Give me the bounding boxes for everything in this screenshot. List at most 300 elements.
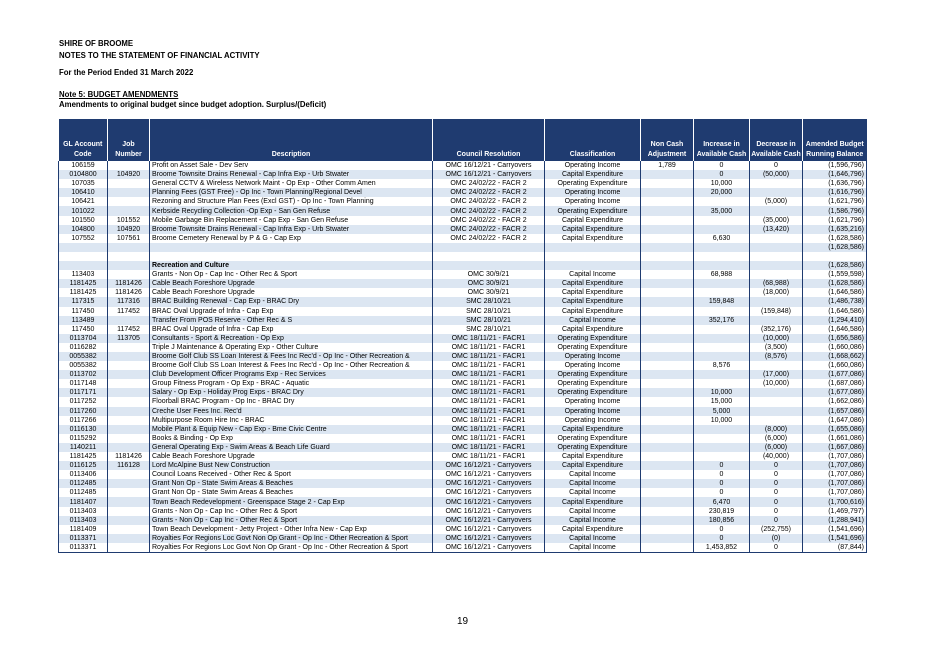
non-cash-cell — [641, 297, 694, 306]
council-resolution-cell: OMC 16/12/21 - Carryovers — [433, 516, 545, 525]
col-header-gl-account: GL Account Code — [59, 119, 108, 161]
description-cell: Triple J Maintenance & Operating Exp - Other Culture — [150, 343, 433, 352]
decrease-cell: 0 — [750, 479, 803, 488]
job-number-cell — [108, 388, 150, 397]
description-cell: Lord McAlpine Bust New Construction — [150, 461, 433, 470]
table-row — [59, 497, 867, 506]
classification-cell: Operating Income — [545, 416, 641, 425]
job-number-cell — [108, 534, 150, 543]
non-cash-cell — [641, 216, 694, 225]
col-header-description: Description — [150, 119, 433, 161]
table-row — [59, 361, 867, 370]
gl-account-cell: 0117260 — [59, 407, 108, 416]
gl-account-cell: 0055382 — [59, 352, 108, 361]
description-cell: Mobile Garbage Bin Replacement - Cap Exp - San Gen Refuse — [150, 216, 433, 225]
job-number-cell — [108, 525, 150, 534]
gl-account-cell: 1140211 — [59, 443, 108, 452]
classification-cell: Capital Income — [545, 507, 641, 516]
description-cell: Broome Townsite Drains Renewal - Cap Infra Exp - Urb Stwater — [150, 170, 433, 179]
job-number-cell — [108, 361, 150, 370]
description-cell: Cable Beach Foreshore Upgrade — [150, 452, 433, 461]
non-cash-cell — [641, 397, 694, 406]
increase-cell — [694, 452, 750, 461]
council-resolution-cell: OMC 18/11/21 - FACR1 — [433, 361, 545, 370]
table-row — [59, 334, 867, 343]
classification-cell: Operating Income — [545, 407, 641, 416]
description-cell: Grant Non Op - State Swim Areas & Beaches — [150, 488, 433, 497]
increase-cell — [694, 343, 750, 352]
report-period: For the Period Ended 31 March 2022 — [59, 68, 194, 77]
non-cash-cell — [641, 388, 694, 397]
council-resolution-cell: OMC 24/02/22 - FACR 2 — [433, 206, 545, 215]
budget-amendments-table — [58, 119, 867, 553]
council-resolution-cell: OMC 24/02/22 - FACR 2 — [433, 225, 545, 234]
description-cell: Group Fitness Program - Op Exp - BRAC - Aquatic — [150, 379, 433, 388]
table-row — [59, 288, 867, 297]
running-balance-cell: (1,661,086) — [803, 434, 867, 443]
increase-cell — [694, 307, 750, 316]
increase-cell: 10,000 — [694, 416, 750, 425]
description-cell: Profit on Asset Sale - Dev Serv — [150, 161, 433, 170]
classification-cell: Operating Income — [545, 161, 641, 170]
decrease-cell: (50,000) — [750, 170, 803, 179]
classification-cell: Capital Expenditure — [545, 452, 641, 461]
non-cash-cell — [641, 325, 694, 334]
running-balance-cell: (1,660,086) — [803, 343, 867, 352]
job-number-cell — [108, 316, 150, 325]
increase-cell — [694, 288, 750, 297]
gl-account-cell: 0117252 — [59, 397, 108, 406]
job-number-cell — [108, 516, 150, 525]
increase-cell: 0 — [694, 461, 750, 470]
gl-account-cell: 113489 — [59, 316, 108, 325]
decrease-cell: (0) — [750, 534, 803, 543]
description-cell: Cable Beach Foreshore Upgrade — [150, 279, 433, 288]
non-cash-cell — [641, 370, 694, 379]
classification-cell: Operating Expenditure — [545, 343, 641, 352]
increase-cell — [694, 252, 750, 261]
gl-account-cell — [59, 252, 108, 261]
running-balance-cell: (1,469,797) — [803, 507, 867, 516]
classification-cell: Operating Income — [545, 188, 641, 197]
council-resolution-cell — [433, 261, 545, 270]
council-resolution-cell: OMC 18/11/21 - FACR1 — [433, 416, 545, 425]
decrease-cell — [750, 397, 803, 406]
running-balance-cell: (1,656,586) — [803, 334, 867, 343]
decrease-cell: (3,500) — [750, 343, 803, 352]
table-row — [59, 307, 867, 316]
council-resolution-cell: OMC 16/12/21 - Carryovers — [433, 534, 545, 543]
increase-cell: 0 — [694, 525, 750, 534]
council-resolution-cell: OMC 16/12/21 - Carryovers — [433, 470, 545, 479]
job-number-cell — [108, 179, 150, 188]
classification-cell: Capital Expenditure — [545, 325, 641, 334]
job-number-cell — [108, 261, 150, 270]
council-resolution-cell: OMC 18/11/21 - FACR1 — [433, 452, 545, 461]
non-cash-cell — [641, 234, 694, 243]
classification-cell: Operating Income — [545, 352, 641, 361]
job-number-cell — [108, 379, 150, 388]
gl-account-cell: 0113403 — [59, 516, 108, 525]
gl-account-cell: 0112485 — [59, 488, 108, 497]
non-cash-cell — [641, 316, 694, 325]
gl-account-cell: 1181425 — [59, 452, 108, 461]
council-resolution-cell: OMC 16/12/21 - Carryovers — [433, 543, 545, 553]
classification-cell: Capital Income — [545, 479, 641, 488]
running-balance-cell: (1,667,086) — [803, 443, 867, 452]
col-header-council-resolution: Council Resolution — [433, 119, 545, 161]
running-balance-cell: (1,677,086) — [803, 370, 867, 379]
job-number-cell — [108, 343, 150, 352]
description-cell: Creche User Fees Inc. Rec'd — [150, 407, 433, 416]
decrease-cell: (40,000) — [750, 452, 803, 461]
table-row — [59, 388, 867, 397]
decrease-cell — [750, 297, 803, 306]
classification-cell: Capital Income — [545, 488, 641, 497]
council-resolution-cell: OMC 16/12/21 - Carryovers — [433, 497, 545, 506]
job-number-cell: 104920 — [108, 170, 150, 179]
council-resolution-cell: OMC 18/11/21 - FACR1 — [433, 388, 545, 397]
decrease-cell — [750, 234, 803, 243]
job-number-cell: 117452 — [108, 307, 150, 316]
council-resolution-cell: SMC 28/10/21 — [433, 297, 545, 306]
non-cash-cell — [641, 497, 694, 506]
job-number-cell: 1181426 — [108, 452, 150, 461]
job-number-cell: 117452 — [108, 325, 150, 334]
table-row — [59, 434, 867, 443]
non-cash-cell — [641, 352, 694, 361]
increase-cell: 0 — [694, 170, 750, 179]
non-cash-cell — [641, 507, 694, 516]
non-cash-cell — [641, 288, 694, 297]
table-row — [59, 188, 867, 197]
gl-account-cell: 0117148 — [59, 379, 108, 388]
non-cash-cell — [641, 443, 694, 452]
classification-cell: Capital Expenditure — [545, 307, 641, 316]
description-cell: General Operating Exp - Swim Areas & Beach Life Guard — [150, 443, 433, 452]
running-balance-cell: (1,294,410) — [803, 316, 867, 325]
table-row — [59, 461, 867, 470]
table-body — [59, 161, 867, 553]
decrease-cell — [750, 361, 803, 370]
increase-cell: 10,000 — [694, 179, 750, 188]
gl-account-cell: 113403 — [59, 270, 108, 279]
council-resolution-cell: OMC 24/02/22 - FACR 2 — [433, 188, 545, 197]
council-resolution-cell: OMC 24/02/22 - FACR 2 — [433, 179, 545, 188]
description-cell: Mobile Plant & Equip New - Cap Exp - Bme Civic Centre — [150, 425, 433, 434]
col-header-decrease: Decrease in Available Cash — [750, 119, 803, 161]
running-balance-cell: (1,646,586) — [803, 288, 867, 297]
description-cell: Consultants - Sport & Recreation - Op Exp — [150, 334, 433, 343]
description-cell: Club Development Officer Programs Exp - Rec Services — [150, 370, 433, 379]
non-cash-cell — [641, 434, 694, 443]
non-cash-cell — [641, 488, 694, 497]
description-cell: BRAC Oval Upgrade of Infra - Cap Exp — [150, 325, 433, 334]
job-number-cell — [108, 434, 150, 443]
council-resolution-cell: OMC 16/12/21 - Carryovers — [433, 488, 545, 497]
job-number-cell — [108, 206, 150, 215]
decrease-cell: 0 — [750, 497, 803, 506]
job-number-cell: 117316 — [108, 297, 150, 306]
non-cash-cell — [641, 225, 694, 234]
classification-cell: Capital Expenditure — [545, 525, 641, 534]
classification-cell: Operating Expenditure — [545, 206, 641, 215]
gl-account-cell: 0113371 — [59, 543, 108, 553]
decrease-cell: (17,000) — [750, 370, 803, 379]
gl-account-cell: 101022 — [59, 206, 108, 215]
job-number-cell — [108, 443, 150, 452]
table-row — [59, 525, 867, 534]
increase-cell: 0 — [694, 161, 750, 170]
gl-account-cell: 0113371 — [59, 534, 108, 543]
classification-cell: Capital Expenditure — [545, 234, 641, 243]
job-number-cell: 1181426 — [108, 279, 150, 288]
non-cash-cell — [641, 425, 694, 434]
col-header-running-balance: Amended Budget Running Balance — [803, 119, 867, 161]
table-row — [59, 279, 867, 288]
council-resolution-cell: OMC 16/12/21 - Carryovers — [433, 507, 545, 516]
job-number-cell — [108, 252, 150, 261]
decrease-cell — [750, 188, 803, 197]
running-balance-cell: (1,707,086) — [803, 470, 867, 479]
council-resolution-cell: OMC 16/12/21 - Carryovers — [433, 170, 545, 179]
council-resolution-cell: OMC 30/9/21 — [433, 279, 545, 288]
council-resolution-cell — [433, 243, 545, 252]
decrease-cell: 0 — [750, 470, 803, 479]
job-number-cell — [108, 270, 150, 279]
council-resolution-cell: OMC 18/11/21 - FACR1 — [433, 352, 545, 361]
running-balance-cell: (1,628,586) — [803, 261, 867, 270]
running-balance-cell: (1,707,086) — [803, 452, 867, 461]
classification-cell: Capital Expenditure — [545, 288, 641, 297]
running-balance-cell: (1,288,941) — [803, 516, 867, 525]
non-cash-cell — [641, 534, 694, 543]
council-resolution-cell: OMC 18/11/21 - FACR1 — [433, 434, 545, 443]
gl-account-cell: 0116282 — [59, 343, 108, 352]
gl-account-cell: 0112485 — [59, 479, 108, 488]
description-cell: BRAC Oval Upgrade of Infra - Cap Exp — [150, 307, 433, 316]
table-row — [59, 243, 867, 252]
non-cash-cell — [641, 170, 694, 179]
increase-cell: 10,000 — [694, 388, 750, 397]
gl-account-cell: 0113702 — [59, 370, 108, 379]
classification-cell: Operating Income — [545, 397, 641, 406]
classification-cell: Operating Expenditure — [545, 434, 641, 443]
increase-cell — [694, 197, 750, 206]
non-cash-cell — [641, 334, 694, 343]
job-number-cell: 104920 — [108, 225, 150, 234]
gl-account-cell: 1181425 — [59, 288, 108, 297]
non-cash-cell — [641, 407, 694, 416]
job-number-cell — [108, 370, 150, 379]
council-resolution-cell: OMC 16/12/21 - Carryovers — [433, 461, 545, 470]
gl-account-cell: 117315 — [59, 297, 108, 306]
table-header-row — [59, 119, 867, 161]
classification-cell: Capital Income — [545, 516, 641, 525]
table-row — [59, 488, 867, 497]
increase-cell: 0 — [694, 488, 750, 497]
description-cell: General CCTV & Wireless Network Maint - Op Exp - Other Comm Amen — [150, 179, 433, 188]
classification-cell: Capital Income — [545, 534, 641, 543]
running-balance-cell: (1,707,086) — [803, 488, 867, 497]
gl-account-cell: 101550 — [59, 216, 108, 225]
increase-cell: 6,630 — [694, 234, 750, 243]
description-cell: Broome Cemetery Renewal by P & G - Cap Exp — [150, 234, 433, 243]
running-balance-cell: (1,628,586) — [803, 279, 867, 288]
increase-cell — [694, 279, 750, 288]
job-number-cell — [108, 497, 150, 506]
classification-cell: Operating Expenditure — [545, 179, 641, 188]
table-row — [59, 425, 867, 434]
gl-account-cell: 1181407 — [59, 497, 108, 506]
increase-cell: 15,000 — [694, 397, 750, 406]
table-row — [59, 270, 867, 279]
gl-account-cell: 0113406 — [59, 470, 108, 479]
section-row — [59, 261, 867, 270]
running-balance-cell: (1,646,586) — [803, 307, 867, 316]
classification-cell — [545, 261, 641, 270]
classification-cell: Capital Income — [545, 543, 641, 553]
increase-cell — [694, 261, 750, 270]
council-resolution-cell: OMC 18/11/21 - FACR1 — [433, 425, 545, 434]
classification-cell: Capital Expenditure — [545, 225, 641, 234]
classification-cell: Capital Expenditure — [545, 216, 641, 225]
description-cell: Cable Beach Foreshore Upgrade — [150, 288, 433, 297]
gl-account-cell: 0104800 — [59, 170, 108, 179]
classification-cell — [545, 252, 641, 261]
job-number-cell — [108, 243, 150, 252]
non-cash-cell — [641, 188, 694, 197]
gl-account-cell: 117450 — [59, 325, 108, 334]
job-number-cell — [108, 416, 150, 425]
table-row — [59, 170, 867, 179]
classification-cell: Capital Expenditure — [545, 170, 641, 179]
note-title: Note 5: BUDGET AMENDMENTS — [59, 90, 179, 99]
council-resolution-cell: OMC 30/9/21 — [433, 288, 545, 297]
description-cell: Kerbside Recycling Collection -Op Exp - San Gen Refuse — [150, 206, 433, 215]
running-balance-cell: (1,621,796) — [803, 216, 867, 225]
decrease-cell: (159,848) — [750, 307, 803, 316]
description-cell — [150, 243, 433, 252]
running-balance-cell: (1,662,086) — [803, 397, 867, 406]
council-resolution-cell: OMC 24/02/22 - FACR 2 — [433, 197, 545, 206]
classification-cell: Operating Income — [545, 361, 641, 370]
council-resolution-cell: OMC 18/11/21 - FACR1 — [433, 370, 545, 379]
description-cell: Broome Townsite Drains Renewal - Cap Infra Exp - Urb Stwater — [150, 225, 433, 234]
classification-cell: Capital Income — [545, 270, 641, 279]
increase-cell: 159,848 — [694, 297, 750, 306]
job-number-cell — [108, 470, 150, 479]
classification-cell: Operating Expenditure — [545, 370, 641, 379]
non-cash-cell — [641, 452, 694, 461]
running-balance-cell: (87,844) — [803, 543, 867, 553]
description-cell: Floorball BRAC Program - Op Inc - BRAC Dry — [150, 397, 433, 406]
description-cell: Council Loans Received - Other Rec & Sport — [150, 470, 433, 479]
table-row — [59, 534, 867, 543]
running-balance-cell: (1,646,586) — [803, 325, 867, 334]
table-row — [59, 234, 867, 243]
description-cell: Transfer From POS Reserve - Other Rec & S — [150, 316, 433, 325]
running-balance-cell: (1,596,796) — [803, 161, 867, 170]
report-subtitle: NOTES TO THE STATEMENT OF FINANCIAL ACTIVITY — [59, 51, 260, 60]
gl-account-cell: 0113704 — [59, 334, 108, 343]
running-balance-cell: (1,647,086) — [803, 416, 867, 425]
increase-cell — [694, 334, 750, 343]
non-cash-cell — [641, 461, 694, 470]
job-number-cell — [108, 197, 150, 206]
description-cell: Grants - Non Op - Cap Inc - Other Rec & Sport — [150, 516, 433, 525]
job-number-cell — [108, 352, 150, 361]
increase-cell — [694, 434, 750, 443]
page-number: 19 — [456, 616, 469, 627]
running-balance-cell: (1,700,616) — [803, 497, 867, 506]
decrease-cell: (252,755) — [750, 525, 803, 534]
council-resolution-cell: OMC 24/02/22 - FACR 2 — [433, 216, 545, 225]
increase-cell — [694, 325, 750, 334]
increase-cell: 0 — [694, 534, 750, 543]
running-balance-cell: (1,707,086) — [803, 461, 867, 470]
gl-account-cell: 107035 — [59, 179, 108, 188]
job-number-cell — [108, 488, 150, 497]
non-cash-cell — [641, 261, 694, 270]
increase-cell — [694, 352, 750, 361]
description-cell: Grant Non Op - State Swim Areas & Beaches — [150, 479, 433, 488]
table-row — [59, 216, 867, 225]
non-cash-cell — [641, 206, 694, 215]
classification-cell: Operating Income — [545, 197, 641, 206]
description-cell: Salary - Op Exp - Holiday Prog Exps - BRAC Dry — [150, 388, 433, 397]
decrease-cell: 0 — [750, 461, 803, 470]
non-cash-cell — [641, 543, 694, 553]
increase-cell — [694, 379, 750, 388]
council-resolution-cell: SMC 28/10/21 — [433, 316, 545, 325]
increase-cell: 230,819 — [694, 507, 750, 516]
col-header-non-cash: Non Cash Adjustment — [641, 119, 694, 161]
decrease-cell: 0 — [750, 543, 803, 553]
gl-account-cell: 0113403 — [59, 507, 108, 516]
table-row — [59, 352, 867, 361]
decrease-cell — [750, 270, 803, 279]
running-balance-cell: (1,660,086) — [803, 361, 867, 370]
gl-account-cell: 0117266 — [59, 416, 108, 425]
decrease-cell: 0 — [750, 488, 803, 497]
decrease-cell: (13,420) — [750, 225, 803, 234]
running-balance-cell: (1,586,796) — [803, 206, 867, 215]
classification-cell: Operating Expenditure — [545, 334, 641, 343]
description-cell: Royalties For Regions Loc Govt Non Op Grant - Op Inc - Other Recreation & Sport — [150, 534, 433, 543]
running-balance-cell: (1,541,696) — [803, 534, 867, 543]
col-header-increase: Increase in Available Cash — [694, 119, 750, 161]
decrease-cell: (10,000) — [750, 379, 803, 388]
gl-account-cell — [59, 243, 108, 252]
increase-cell: 68,988 — [694, 270, 750, 279]
gl-account-cell: 0117171 — [59, 388, 108, 397]
decrease-cell: (8,576) — [750, 352, 803, 361]
note-description: Amendments to original budget since budget adoption. Surplus/(Deficit) — [59, 100, 327, 109]
decrease-cell — [750, 252, 803, 261]
non-cash-cell — [641, 416, 694, 425]
classification-cell: Capital Expenditure — [545, 425, 641, 434]
description-cell: Books & Binding - Op Exp — [150, 434, 433, 443]
gl-account-cell: 104800 — [59, 225, 108, 234]
increase-cell — [694, 425, 750, 434]
job-number-cell: 113705 — [108, 334, 150, 343]
council-resolution-cell: OMC 18/11/21 - FACR1 — [433, 379, 545, 388]
council-resolution-cell: OMC 18/11/21 - FACR1 — [433, 407, 545, 416]
col-header-classification: Classification — [545, 119, 641, 161]
increase-cell: 5,000 — [694, 407, 750, 416]
classification-cell: Capital Expenditure — [545, 461, 641, 470]
